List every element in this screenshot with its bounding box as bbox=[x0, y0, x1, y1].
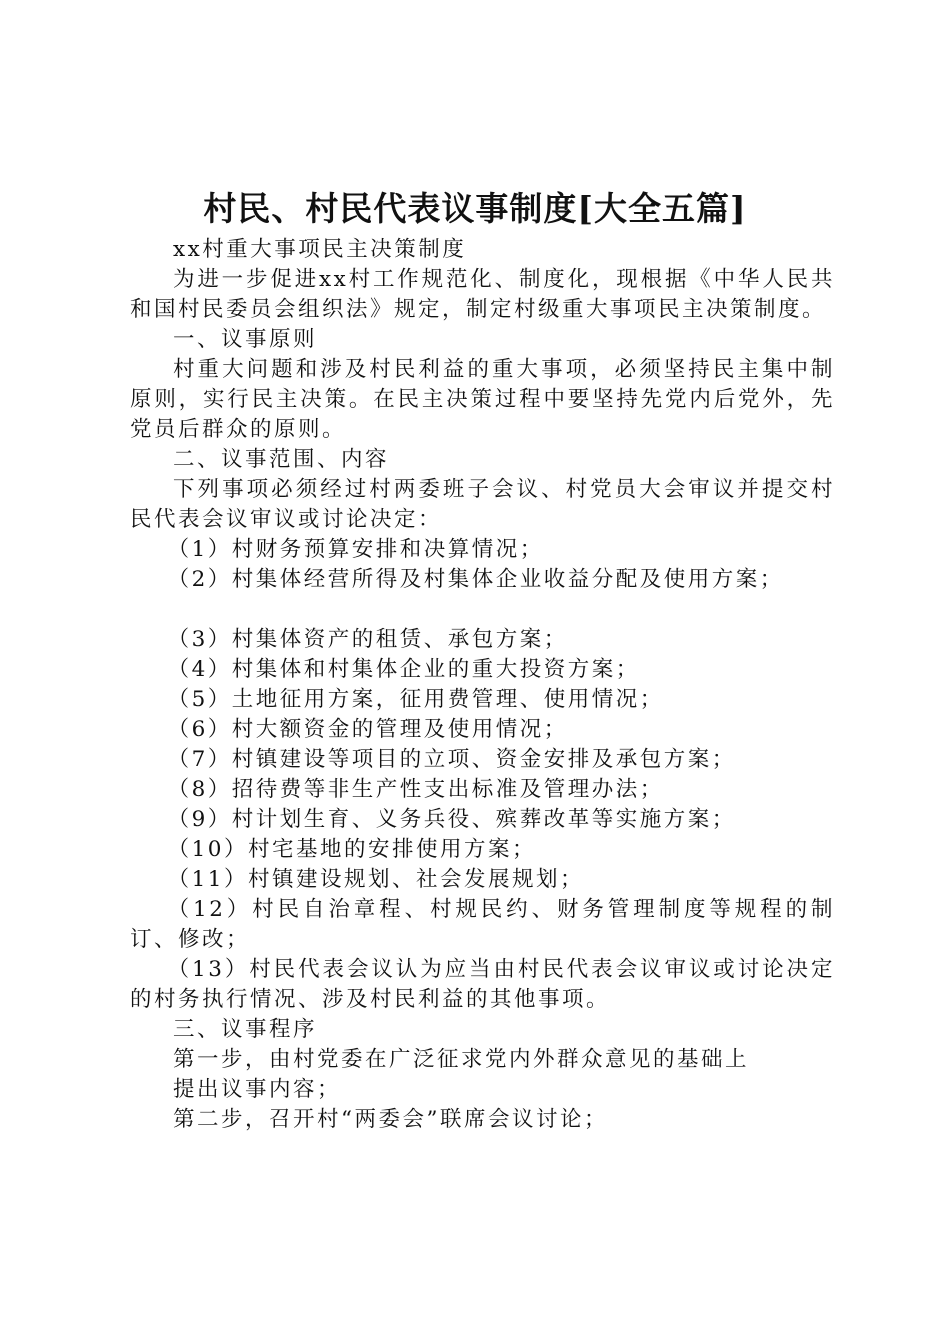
list-item: （5）土地征用方案，征用费管理、使用情况； bbox=[167, 687, 664, 712]
list-item: （2）村集体经营所得及村集体企业收益分配及使用方案； bbox=[167, 567, 784, 592]
blank-line bbox=[130, 595, 835, 625]
list-item: （13）村民代表会议认为应当由村民代表会议审议或讨论决定的村务执行情况、涉及村民利益的其他事项。 bbox=[130, 957, 835, 1012]
list-item: （3）村集体资产的租赁、承包方案； bbox=[167, 627, 568, 652]
section-heading: 二、议事范围、内容 bbox=[173, 447, 390, 472]
paragraph: 第一步，由村党委在广泛征求党内外群众意见的基础上 bbox=[173, 1047, 750, 1072]
list-item: （6）村大额资金的管理及使用情况； bbox=[167, 717, 568, 742]
paragraph: 村重大问题和涉及村民利益的重大事项，必须坚持民主集中制原则，实行民主决策。在民主决策过程中要坚持先党内后党外，先党员后群众的原则。 bbox=[130, 357, 835, 442]
section-heading: 三、议事程序 bbox=[173, 1017, 318, 1042]
list-item: （4）村集体和村集体企业的重大投资方案； bbox=[167, 657, 640, 682]
section-heading: xx村重大事项民主决策制度 bbox=[173, 237, 467, 262]
document-title: 村民、村民代表议事制度[大全五篇] bbox=[203, 189, 747, 228]
list-item: （7）村镇建设等项目的立项、资金安排及承包方案； bbox=[167, 747, 736, 772]
paragraph: 第二步，召开村“两委会”联席会议讨论； bbox=[173, 1107, 608, 1132]
list-item: （11）村镇建设规划、社会发展规划； bbox=[167, 867, 584, 892]
list-item: （10）村宅基地的安排使用方案； bbox=[167, 837, 536, 862]
list-item: （9）村计划生育、义务兵役、殡葬改革等实施方案； bbox=[167, 807, 736, 832]
paragraph: 提出议事内容； bbox=[173, 1077, 342, 1102]
list-item: （8）招待费等非生产性支出标准及管理办法； bbox=[167, 777, 664, 802]
list-item: （1）村财务预算安排和决算情况； bbox=[167, 537, 544, 562]
paragraph: 为进一步促进xx村工作规范化、制度化，现根据《中华人民共和国村民委员会组织法》规定，制定村级重大事项民主决策制度。 bbox=[130, 267, 835, 322]
list-item: （12）村民自治章程、村规民约、财务管理制度等规程的制订、修改； bbox=[130, 897, 835, 952]
document-body bbox=[130, 235, 835, 1135]
section-heading: 一、议事原则 bbox=[173, 327, 318, 352]
paragraph: 下列事项必须经过村两委班子会议、村党员大会审议并提交村民代表会议审议或讨论决定： bbox=[130, 477, 835, 532]
